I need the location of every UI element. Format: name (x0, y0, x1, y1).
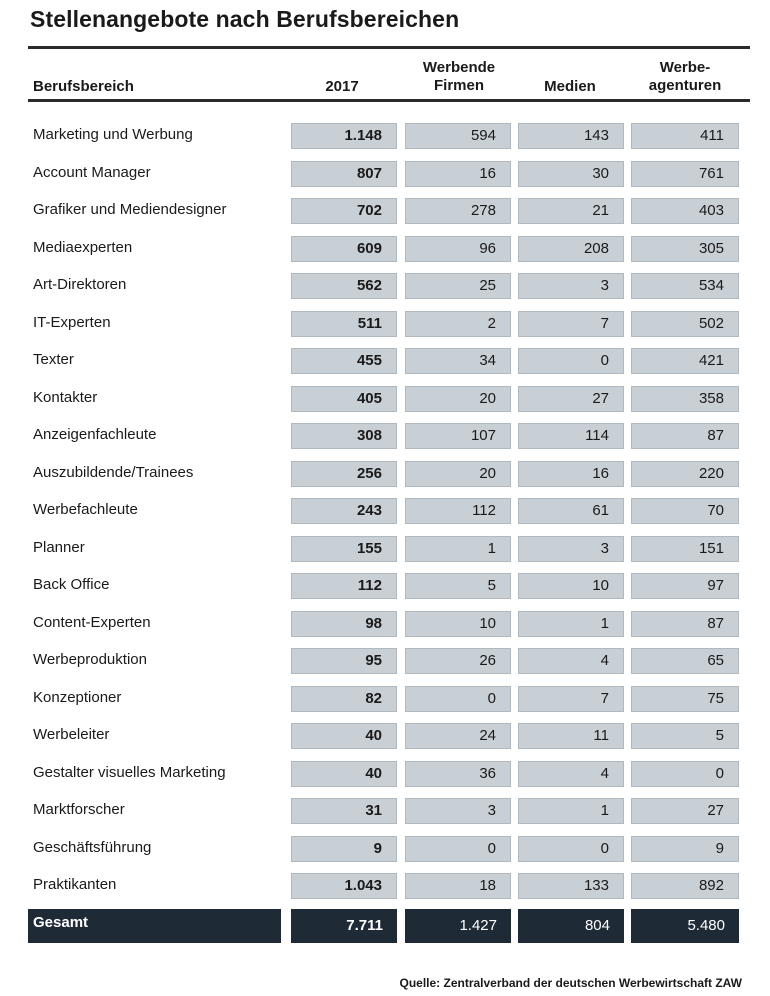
table-cell: 75 (631, 686, 739, 712)
table-cell: 405 (291, 386, 397, 412)
table-cell: 10 (405, 611, 511, 637)
column-header-2017 (288, 78, 396, 96)
column-header-werbeagenturen (631, 59, 739, 95)
table-cell: 0 (405, 686, 511, 712)
total-cell-werbende-firmen: 1.427 (405, 909, 511, 943)
row-label: Content-Experten (33, 613, 151, 631)
table-row (0, 458, 770, 496)
table-cell: 10 (518, 573, 624, 599)
table-cell: 7 (518, 686, 624, 712)
table-cell: 3 (518, 536, 624, 562)
table-cell: 20 (405, 461, 511, 487)
table-cell: 511 (291, 311, 397, 337)
table-cell: 5 (405, 573, 511, 599)
column-header-line: 2017 (325, 78, 359, 95)
row-label: Art-Direktoren (33, 276, 127, 294)
table-cell: 761 (631, 161, 739, 187)
row-label: Grafiker und Mediendesigner (33, 201, 227, 219)
table-cell: 112 (405, 498, 511, 524)
table-cell: 3 (518, 273, 624, 299)
row-label: Werbeproduktion (33, 651, 147, 669)
table-cell: 40 (291, 761, 397, 787)
table-cell: 609 (291, 236, 397, 262)
row-label: Gestalter visuelles Marketing (33, 763, 226, 781)
table-cell: 5 (631, 723, 739, 749)
table-cell: 305 (631, 236, 739, 262)
row-label: Planner (33, 538, 85, 556)
table-cell: 20 (405, 386, 511, 412)
table-cell: 65 (631, 648, 739, 674)
table-cell: 16 (405, 161, 511, 187)
column-header-line: Medien (544, 78, 596, 95)
column-header-werbende-firmen (405, 59, 513, 95)
table-row (0, 233, 770, 271)
table-cell: 1.148 (291, 123, 397, 149)
table-cell: 143 (518, 123, 624, 149)
row-label: Account Manager (33, 163, 151, 181)
row-header-label: Berufsbereich (33, 78, 134, 95)
table-cell: 27 (631, 798, 739, 824)
table-cell: 97 (631, 573, 739, 599)
table-cell: 502 (631, 311, 739, 337)
table-cell: 98 (291, 611, 397, 637)
table-cell: 82 (291, 686, 397, 712)
column-header-medien (516, 78, 624, 96)
row-label: Auszubildende/Trainees (33, 463, 194, 481)
table-row (0, 383, 770, 421)
table-cell: 0 (518, 836, 624, 862)
table-cell: 9 (291, 836, 397, 862)
table-cell: 114 (518, 423, 624, 449)
table-cell: 220 (631, 461, 739, 487)
table-row (0, 608, 770, 646)
table-cell: 421 (631, 348, 739, 374)
row-label: IT-Experten (33, 313, 111, 331)
table-cell: 31 (291, 798, 397, 824)
source-note: Quelle: Zentralverband der deutschen Werbewirtschaft ZAW (399, 976, 742, 990)
table-cell: 151 (631, 536, 739, 562)
table-cell: 25 (405, 273, 511, 299)
row-label: Texter (33, 351, 74, 369)
table-row (0, 683, 770, 721)
table-cell: 30 (518, 161, 624, 187)
table-cell: 18 (405, 873, 511, 899)
table-cell: 256 (291, 461, 397, 487)
table-cell: 40 (291, 723, 397, 749)
table-row (0, 533, 770, 571)
table-cell: 7 (518, 311, 624, 337)
table-cell: 562 (291, 273, 397, 299)
table-cell: 208 (518, 236, 624, 262)
table-row (0, 870, 770, 908)
table-cell: 278 (405, 198, 511, 224)
row-label: Anzeigenfachleute (33, 426, 157, 444)
table-cell: 11 (518, 723, 624, 749)
table-cell: 112 (291, 573, 397, 599)
row-label: Kontakter (33, 388, 98, 406)
row-label: Mediaexperten (33, 238, 133, 256)
table-cell: 1 (405, 536, 511, 562)
table-cell: 702 (291, 198, 397, 224)
table-cell: 0 (631, 761, 739, 787)
header-bottom-rule (28, 99, 750, 102)
column-header-line: Werbende (422, 59, 496, 76)
table-row (0, 495, 770, 533)
chart-title: Stellenangebote nach Berufsbereichen (30, 6, 460, 32)
table-cell: 61 (518, 498, 624, 524)
table-cell: 455 (291, 348, 397, 374)
table-cell: 243 (291, 498, 397, 524)
table-cell: 96 (405, 236, 511, 262)
table-row (0, 195, 770, 233)
table-cell: 0 (518, 348, 624, 374)
row-label: Konzeptioner (33, 688, 122, 706)
table-cell: 594 (405, 123, 511, 149)
column-header-line: agenturen (648, 77, 722, 94)
table-cell: 4 (518, 648, 624, 674)
table-cell: 1 (518, 611, 624, 637)
table-cell: 9 (631, 836, 739, 862)
table-cell: 107 (405, 423, 511, 449)
row-label: Werbeleiter (33, 726, 110, 744)
table-row (0, 833, 770, 871)
table-row (0, 270, 770, 308)
table-cell: 87 (631, 611, 739, 637)
column-header-line: Firmen (433, 77, 484, 94)
table-row (0, 795, 770, 833)
table-cell: 1 (518, 798, 624, 824)
table-cell: 36 (405, 761, 511, 787)
table-cell: 133 (518, 873, 624, 899)
row-label: Praktikanten (33, 876, 117, 894)
header-top-rule (28, 46, 750, 49)
row-label: Geschäftsführung (33, 838, 152, 856)
table-cell: 411 (631, 123, 739, 149)
table-cell: 3 (405, 798, 511, 824)
table-row (0, 720, 770, 758)
table-cell: 95 (291, 648, 397, 674)
column-header-line: Werbe- (659, 59, 711, 76)
table-cell: 155 (291, 536, 397, 562)
table-cell: 807 (291, 161, 397, 187)
table-cell: 2 (405, 311, 511, 337)
table-cell: 87 (631, 423, 739, 449)
total-label: Gesamt (33, 914, 89, 931)
table-row (0, 570, 770, 608)
table-cell: 26 (405, 648, 511, 674)
table-cell: 27 (518, 386, 624, 412)
table-row (0, 345, 770, 383)
table-cell: 892 (631, 873, 739, 899)
table-cell: 16 (518, 461, 624, 487)
table-cell: 534 (631, 273, 739, 299)
table-cell: 0 (405, 836, 511, 862)
table-cell: 34 (405, 348, 511, 374)
table-cell: 21 (518, 198, 624, 224)
total-cell-medien: 804 (518, 909, 624, 943)
table-row (0, 308, 770, 346)
table-cell: 24 (405, 723, 511, 749)
table-cell: 308 (291, 423, 397, 449)
row-label: Back Office (33, 576, 110, 594)
table-row (0, 645, 770, 683)
table-cell: 70 (631, 498, 739, 524)
table-cell: 4 (518, 761, 624, 787)
row-label: Marktforscher (33, 801, 125, 819)
table-row (0, 158, 770, 196)
table-cell: 403 (631, 198, 739, 224)
row-label: Werbefachleute (33, 501, 138, 519)
table-row (0, 120, 770, 158)
table-row (0, 420, 770, 458)
total-cell-2017: 7.711 (291, 909, 397, 943)
row-label: Marketing und Werbung (33, 126, 193, 143)
table-row (0, 758, 770, 796)
table-cell: 358 (631, 386, 739, 412)
table-cell: 1.043 (291, 873, 397, 899)
total-cell-werbeagenturen: 5.480 (631, 909, 739, 943)
